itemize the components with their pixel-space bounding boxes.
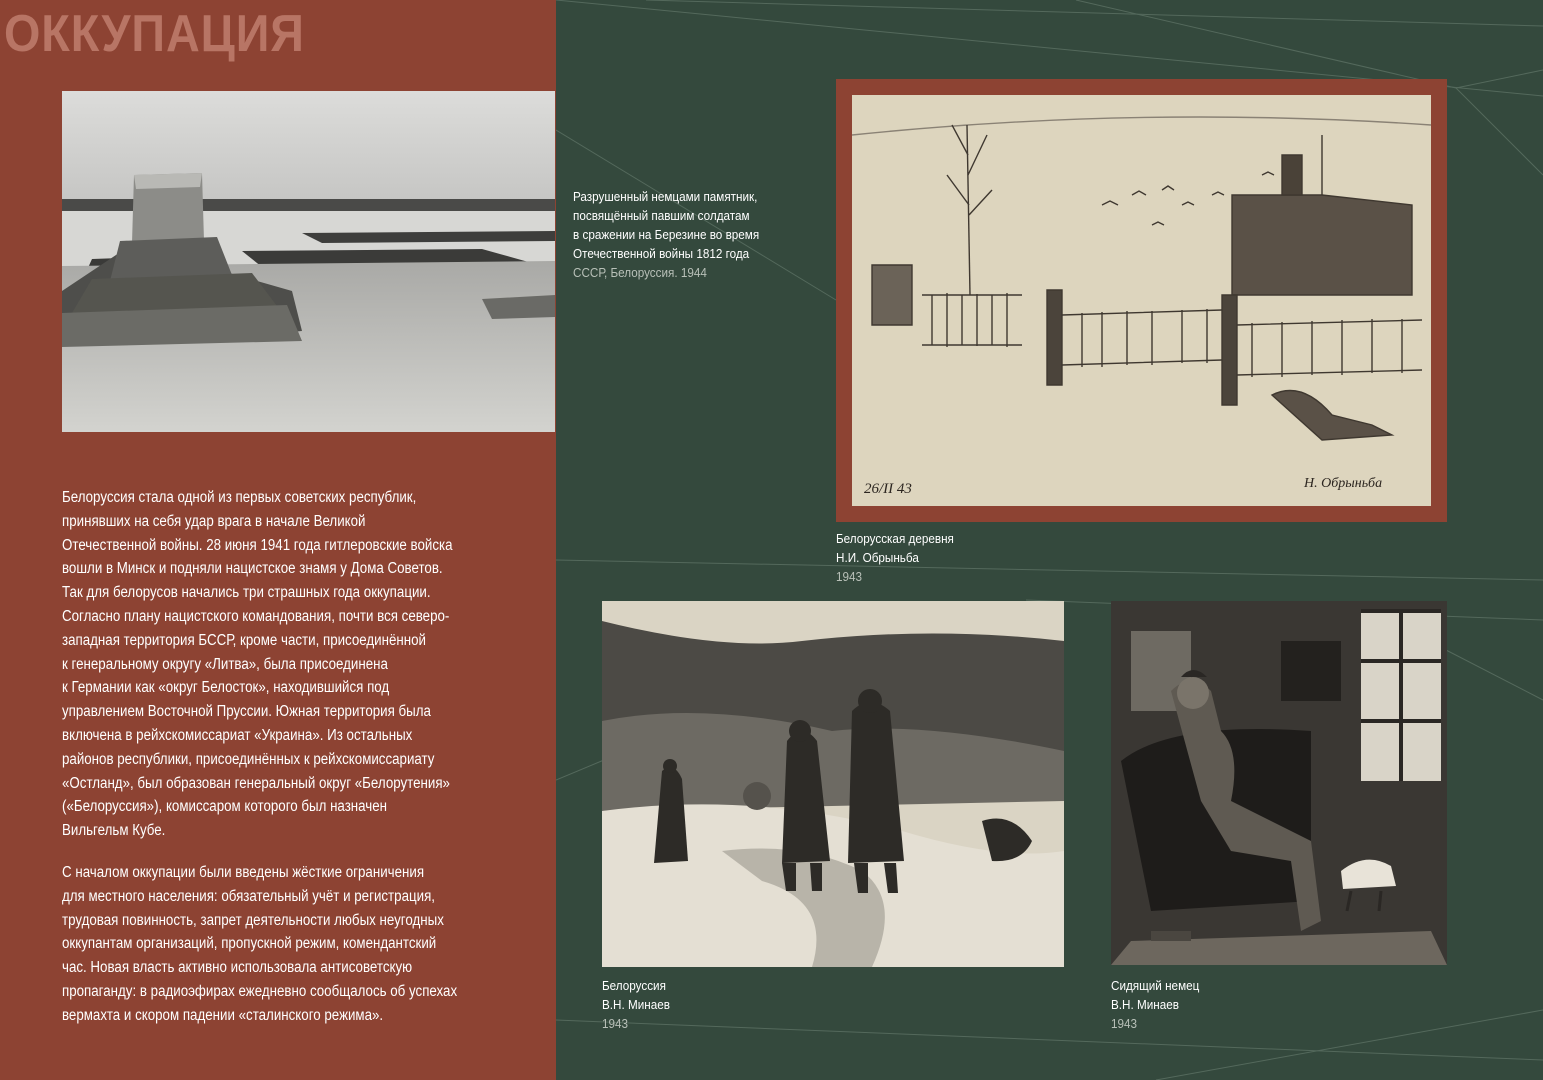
drawing-village-title: Белорусская деревня bbox=[836, 531, 954, 546]
drawing-belarus-title: Белоруссия bbox=[602, 978, 666, 993]
photo-monument-caption: Разрушенный немцами памятник, посвящённый павшим солдатам в сражении на Березине во время Отечественной войны 1812 года СССР, Белоруссия. 1944 bbox=[573, 189, 760, 280]
drawing-german-author: В.Н. Минаев bbox=[1111, 997, 1179, 1012]
drawing-german-year: 1943 bbox=[1111, 1016, 1138, 1031]
drawing-german-caption bbox=[1111, 976, 1209, 1033]
photo-destroyed-monument bbox=[62, 91, 555, 432]
village-inscription-date: 26/II 43 bbox=[864, 481, 912, 497]
page-title: ОККУПАЦИЯ bbox=[4, 5, 305, 63]
drawing-belarusian-village bbox=[852, 95, 1431, 506]
drawing-seated-german bbox=[1111, 601, 1447, 965]
main-text-paragraph-2: С началом оккупации были введены жёсткие ограничения для местного населения: обязательный учёт и регистрация, трудовая повинность, запрет деятельности любых неугодных оккупантам организаций, пропускной режим, комендантский час. Новая власть активно использовала антисоветскую пропаганду: в радиоэфирах ежедневно сообщалось об успехах вермахта и скором падении «сталинского режима». bbox=[62, 864, 458, 1024]
photo-monument-source: СССР, Белоруссия. 1944 bbox=[573, 265, 707, 280]
drawing-village-author: Н.И. Обрыньба bbox=[836, 550, 919, 565]
drawing-belarus bbox=[602, 601, 1064, 967]
drawing-belarus-caption bbox=[602, 976, 678, 1033]
drawing-german-title: Сидящий немец bbox=[1111, 978, 1200, 993]
drawing-belarus-year: 1943 bbox=[602, 1016, 629, 1031]
drawing-village-caption bbox=[836, 529, 967, 586]
main-text-paragraph-1: Белоруссия стала одной из первых советских республик, принявших на себя удар врага в начале Великой Отечественной войны. 28 июня 1941 года гитлеровские войска вошли в Минск и подняли нацистское знамя у Дома Советов. Так для белорусов начались три страшных года оккупации. Согласно плану нацистского командования, почти вся северо- западная территория БССР, кроме части, присоединённой к генеральному округу «Литва», была присоединена к Германии как «округ Белосток», находившийся под управлением Восточной Пруссии. Южная территория была включена в рейхскомиссариат «Украина». Из остальных районов республики, присоединённых к рейхскомиссариату «Остланд», был образован генеральный округ «Белорутения» («Белоруссия»), комиссаром которого был назначен Вильгельм Кубе. bbox=[62, 489, 453, 840]
drawing-village-year: 1943 bbox=[836, 569, 863, 584]
village-inscription-signature: Н. Обрыньба bbox=[1304, 476, 1383, 491]
drawing-belarus-author: В.Н. Минаев bbox=[602, 997, 670, 1012]
